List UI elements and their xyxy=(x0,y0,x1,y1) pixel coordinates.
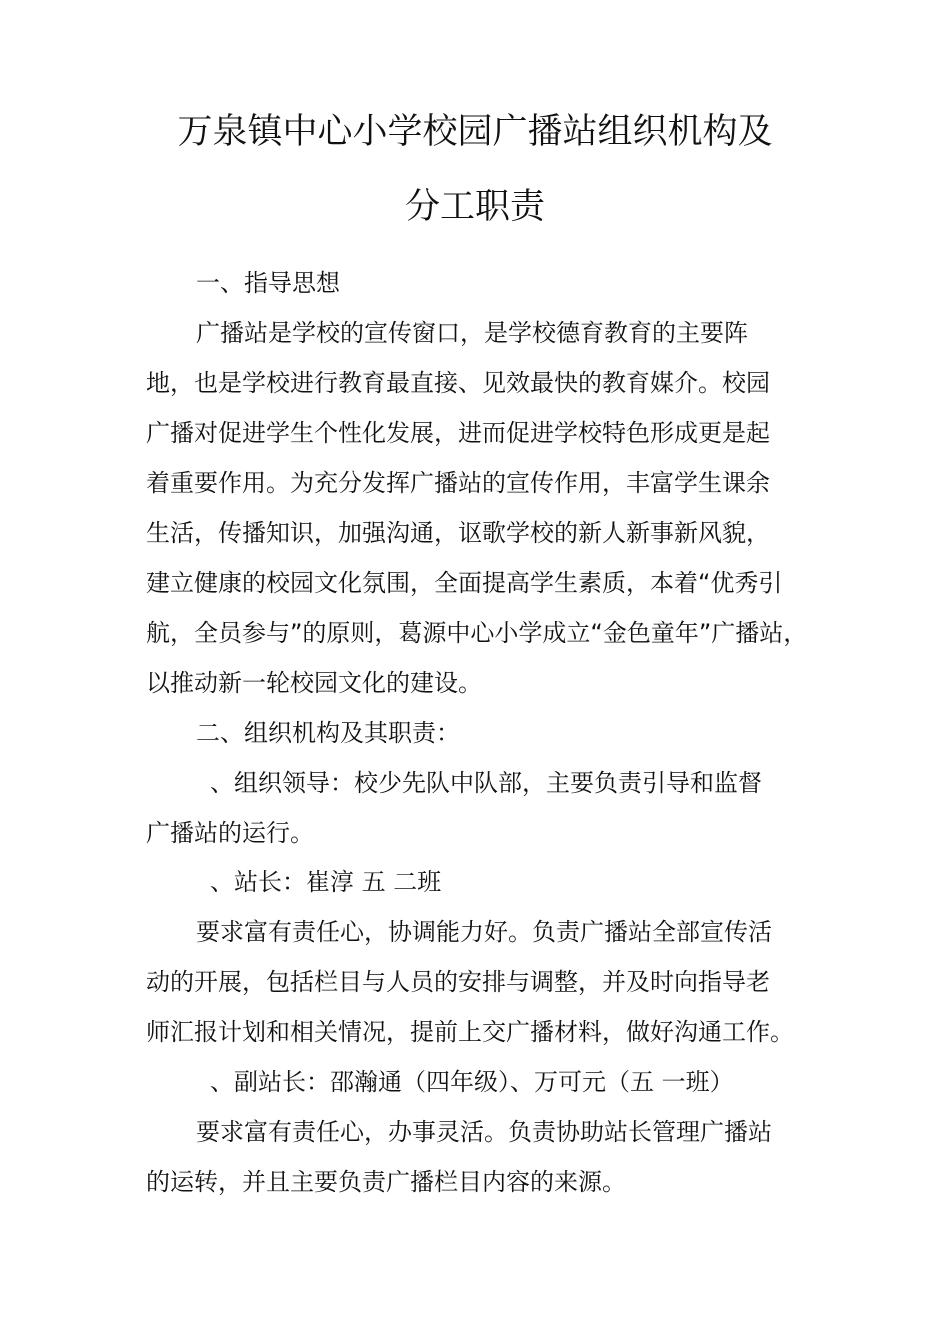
paragraph-line: 要求富有责任心，办事灵活。负责协助站长管理广播站 xyxy=(196,1118,772,1146)
paragraph-line: 着重要作用。为充分发挥广播站的宣传作用，丰富学生课余 xyxy=(146,469,770,497)
paragraph-line: 以推动新一轮校园文化的建设。 xyxy=(146,669,482,697)
paragraph-line: 地，也是学校进行教育最直接、见效最快的教育媒介。校园 xyxy=(146,369,770,397)
paragraph-line: 、站长：崔淳 五 二班 xyxy=(210,868,442,896)
paragraph-line: 广播站是学校的宣传窗口，是学校德育教育的主要阵 xyxy=(196,319,748,347)
paragraph-line: 动的开展，包括栏目与人员的安排与调整，并及时向指导老 xyxy=(146,968,770,996)
paragraph-line: 、副站长：邵瀚通（四年级）、万可元（五 一班） xyxy=(210,1068,734,1096)
section-heading-organization: 二、组织机构及其职责： xyxy=(196,719,460,747)
document-title-line-2: 分工职责 xyxy=(404,187,545,227)
paragraph-line: 航，全员参与”的原则，葛源中心小学成立“金色童年”广播站， xyxy=(146,619,808,647)
section-heading-guiding-idea: 一、指导思想 xyxy=(196,269,340,297)
paragraph-line: 要求富有责任心，协调能力好。负责广播站全部宣传活 xyxy=(196,918,772,946)
document-title-line-1: 万泉镇中心小学校园广播站组织机构及 xyxy=(177,112,773,152)
paragraph-line: 师汇报计划和相关情况，提前上交广播材料，做好沟通工作。 xyxy=(146,1018,794,1046)
paragraph-line: 生活，传播知识，加强沟通，讴歌学校的新人新事新风貌， xyxy=(146,519,770,547)
paragraph-line: 广播对促进学生个性化发展，进而促进学校特色形成更是起 xyxy=(146,419,770,447)
paragraph-line: 广播站的运行。 xyxy=(146,819,314,847)
paragraph-line: 、组织领导：校少先队中队部，主要负责引导和监督 xyxy=(210,769,762,797)
paragraph-line: 建立健康的校园文化氛围，全面提高学生素质，本着“优秀引 xyxy=(146,569,783,597)
paragraph-line: 的运转，并且主要负责广播栏目内容的来源。 xyxy=(146,1168,626,1196)
